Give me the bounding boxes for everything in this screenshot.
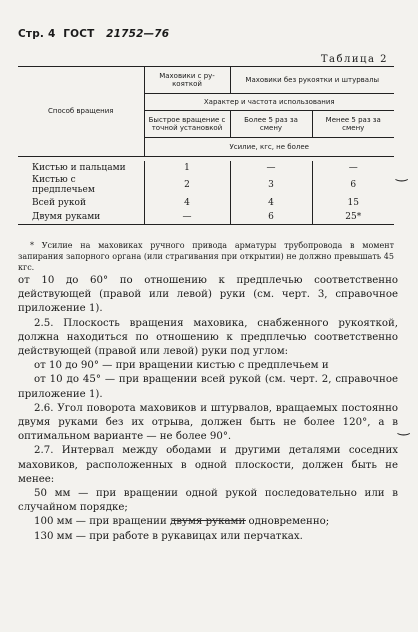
paragraph: от 10 до 60° по отношению к предплечью соответственно действующей (правой или левой) руки (см. черт. 3, справочное приложение 1).	[18, 275, 398, 315]
standard-number: 21752—76	[106, 28, 170, 40]
paragraph: от 10 до 45° — при вращении всей рукой (см. черт. 2, справочное приложение 1).	[18, 374, 398, 400]
force-table	[18, 66, 394, 225]
margin-mark-icon: ‿	[398, 420, 410, 436]
row-value: 15	[312, 196, 394, 210]
row-value: —	[230, 161, 312, 175]
row-value: 4	[230, 196, 312, 210]
page-header	[18, 28, 169, 40]
margin-mark-icon: ‿	[396, 166, 408, 182]
paragraph: от 10 до 90° — при вращении кистью с предплечьем и	[34, 360, 329, 372]
end-rule	[172, 520, 246, 521]
row-value: 6	[230, 210, 312, 225]
row-value: 6	[312, 175, 394, 196]
paragraph: 100 мм — при вращении двумя руками одновременно;	[34, 516, 330, 528]
paragraph: 2.7. Интервал между ободами и другими деталями соседних маховиков, расположенных в одной плоскости, должен быть не менее:	[18, 445, 398, 485]
header-plain: Маховики без рукоятки и штурвалы	[230, 67, 394, 94]
header-usage: Характер и частота использования	[144, 94, 394, 111]
row-value: 4	[144, 196, 230, 210]
row-value: 1	[144, 161, 230, 175]
row-method: Кистью и пальцами	[32, 162, 126, 173]
row-method: Двумя руками	[18, 210, 144, 225]
paragraph: 50 мм — при вращении одной рукой последовательно или в случайном порядке;	[18, 488, 398, 514]
page-number: Стр. 4	[18, 28, 56, 40]
paragraph: 130 мм — при работе в рукавицах или перчатках.	[34, 530, 303, 542]
header-fast: Быстрое вращение с точной установкой	[144, 111, 230, 138]
row-value: —	[144, 210, 230, 225]
header-method: Способ вращения	[18, 67, 144, 157]
row-value: —	[312, 161, 394, 175]
row-method: Всей рукой	[32, 197, 86, 208]
header-less5: Менее 5 раз за смену	[312, 111, 394, 138]
header-more5: Более 5 раз за смену	[230, 111, 312, 138]
row-value: 2	[144, 175, 230, 196]
row-method: Кистью с предплечьем	[32, 175, 95, 196]
row-value: 25*	[312, 210, 394, 225]
body-text	[18, 274, 398, 544]
table-row	[18, 161, 394, 175]
header-force: Усилие, кгс, не более	[144, 138, 394, 157]
paragraph: 2.5. Плоскость вращения маховика, снабженного рукояткой, должна находиться по отношению к предплечью соответственно действующей (правой или левой) руки под углом:	[18, 317, 398, 358]
table-row	[18, 196, 394, 210]
paragraph: 2.6. Угол поворота маховиков и штурвалов, вращаемых постоянно двумя руками без их отрыва, должен быть не более 120°, а в оптимальном варианте — не более 90°.	[18, 402, 398, 443]
row-value: 3	[230, 175, 312, 196]
table-row	[18, 210, 394, 225]
gost-label: ГОСТ	[63, 28, 95, 40]
table-footnote: * Усилие на маховиках ручного привода арматуры трубопровода в момент запирания запорного органа (или страгивания при открытии) не должно превышать 45 кгс.	[18, 241, 394, 272]
header-knob: Маховики с ру- кояткой	[144, 67, 230, 94]
table-row	[18, 175, 394, 196]
table-caption: Таблица 2	[320, 54, 388, 65]
